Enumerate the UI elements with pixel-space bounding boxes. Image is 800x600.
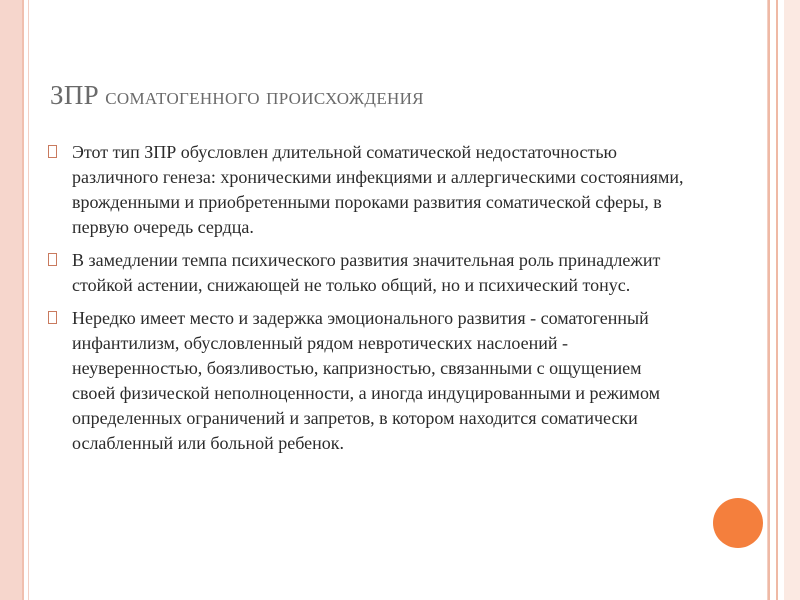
slide-title-rest: соматогенного происхождения bbox=[105, 84, 424, 110]
right-frame-strip bbox=[784, 0, 800, 600]
right-accent-line bbox=[776, 0, 778, 600]
bullet-text: Этот тип ЗПР обусловлен длительной соматической недостаточностью различного генеза: хроническими инфекциями и аллергическими состояниями, врожденными и приобретенными пороками развития соматической сферы, в первую очередь сердца. bbox=[72, 142, 684, 237]
right-accent-line bbox=[768, 0, 770, 600]
bullet-text: В замедлении темпа психического развития значительная роль принадлежит стойкой астении, снижающей не только общий, но и психический тонус. bbox=[72, 250, 661, 295]
bullet-square-icon bbox=[48, 311, 57, 324]
left-frame-border bbox=[0, 0, 24, 600]
bullet-square-icon bbox=[48, 253, 57, 266]
slide-title bbox=[50, 80, 750, 111]
bullet-item bbox=[44, 306, 684, 456]
bullet-item bbox=[44, 140, 684, 240]
bullet-text: Нередко имеет место и задержка эмоционального развития - соматогенный инфантилизм, обусловленный рядом невротических наслоений - неуверенностью, боязливостью, капризностью, связанными с ощущением своей физической неполноценности, а иногда индуцированными и режимом определенных ограничений и запретов, в котором находится соматически ослабленный или больной ребенок. bbox=[72, 308, 660, 453]
slide-title-lead: ЗПР bbox=[50, 80, 99, 110]
bullet-item bbox=[44, 248, 684, 298]
bullet-list bbox=[44, 140, 684, 464]
decorative-circle bbox=[713, 498, 763, 548]
bullet-square-icon bbox=[48, 145, 57, 158]
